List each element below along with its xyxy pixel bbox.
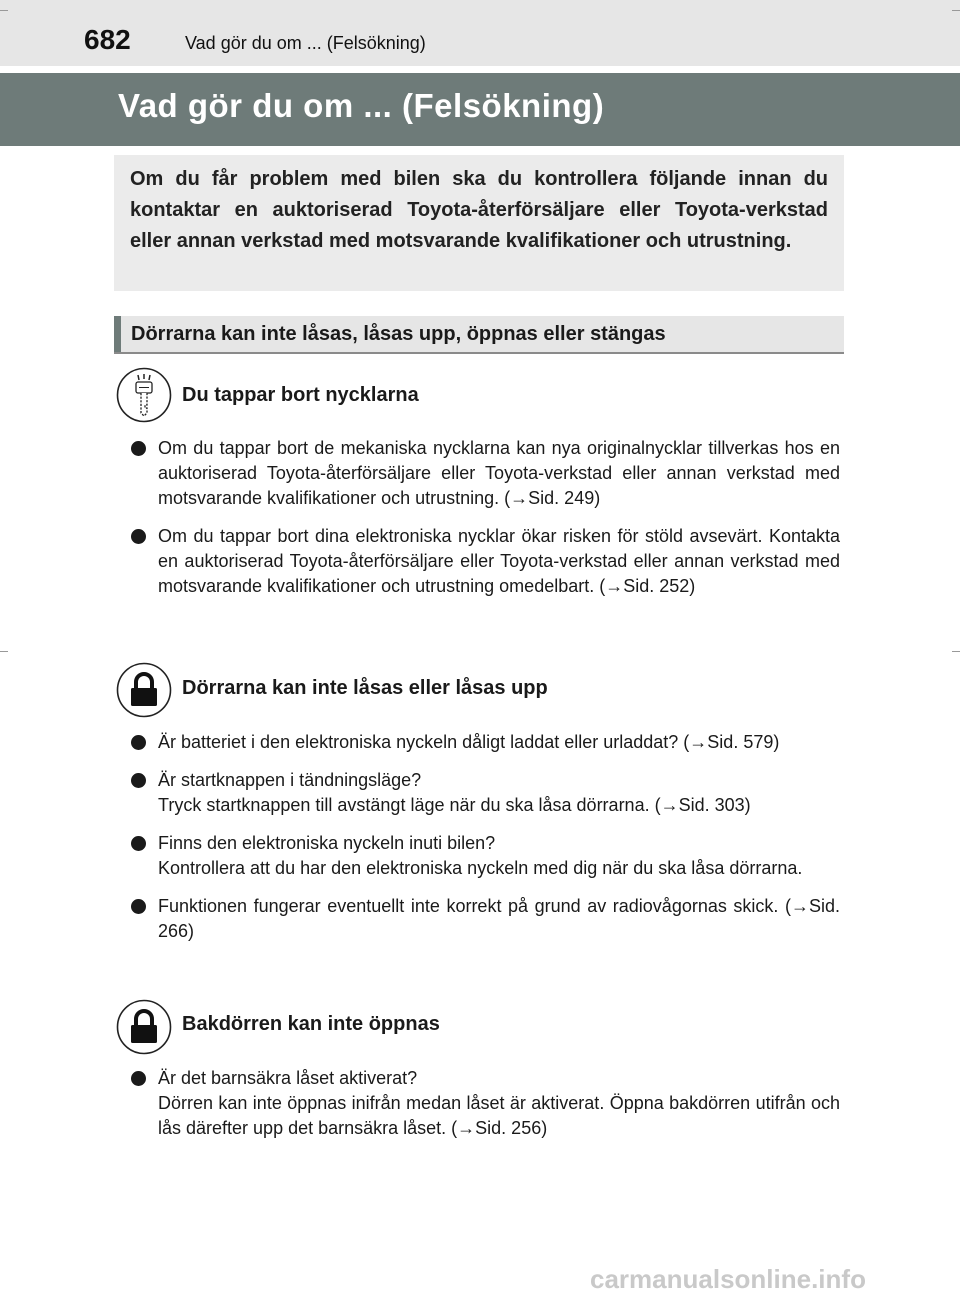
list-item-question: Finns den elektroniska nyckeln inuti bilen?: [158, 833, 496, 853]
page-title: Vad gör du om ... (Felsökning): [118, 87, 605, 124]
list-item-question: Är det barnsäkra låset aktiverat?: [158, 1068, 418, 1088]
crop-mark: [0, 651, 8, 652]
list-item: [130, 768, 840, 818]
bullet-dot: [131, 836, 146, 851]
padlock-icon: [116, 999, 172, 1055]
list-item-answer: Dörren kan inte öppnas inifrån medan låset är aktiverat. Öppna bakdörren utifrån och lås därefter upp det barnsäkra låset. (→Sid. 256): [158, 1093, 840, 1138]
subsection-title-doors-lock: Dörrarna kan inte låsas eller låsas upp: [182, 677, 548, 699]
intro-text: Om du får problem med bilen ska du kontrollera följande innan du kontaktar en auktoriserad Toyota-återförsäljare eller Toyota-verkstad eller annan verkstad med motsvarande kvalifikationer och utrustning.: [130, 168, 828, 252]
section-heading-label: Dörrarna kan inte låsas, låsas upp, öppnas eller stängas: [131, 323, 666, 345]
section-heading: [114, 316, 844, 354]
intro-box: [114, 155, 844, 291]
list-item-text: Funktionen fungerar eventuellt inte korrekt på grund av radiovågornas skick. (→Sid. 266): [158, 896, 840, 941]
list-item-text: Är batteriet i den elektroniska nyckeln dåligt laddat eller urladdat? (→Sid. 579): [158, 732, 780, 752]
crop-mark: [952, 651, 960, 652]
list-item-question: Är startknappen i tändningsläge?: [158, 770, 422, 790]
watermark: carmanualsonline.info: [590, 1264, 866, 1294]
list-item-answer: Kontrollera att du har den elektroniska nyckeln med dig när du ska låsa dörrarna.: [158, 858, 803, 878]
crop-mark: [952, 10, 960, 11]
bullet-list-doors-lock: [130, 730, 840, 957]
subsection-title-lost-keys: Du tappar bort nycklarna: [182, 384, 419, 406]
list-item: [130, 524, 840, 599]
list-item-text: Om du tappar bort de mekaniska nycklarna kan nya originalnycklar tillverkas hos en auktoriserad Toyota-återförsäljare eller Toyota-verkstad eller annan verkstad med motsvarande kvalifikationer och utrustning. (→Sid. 249): [158, 438, 840, 508]
bullet-list-lost-keys: [130, 436, 840, 612]
list-item-answer: Tryck startknappen till avstängt läge när du ska låsa dörrarna. (→Sid. 303): [158, 795, 751, 815]
bullet-dot: [131, 899, 146, 914]
subsection-title-rear-door: Bakdörren kan inte öppnas: [182, 1013, 440, 1035]
list-item-text: Om du tappar bort dina elektroniska nycklar ökar risken för stöld avsevärt. Kontakta en auktoriserad Toyota-återförsäljare eller Toyota-verkstad eller annan verkstad med motsvarande kvalifikationer och utrustning omedelbart. (→Sid. 252): [158, 526, 840, 596]
list-item: [130, 1066, 840, 1141]
bullet-dot: [131, 441, 146, 456]
padlock-icon: [116, 662, 172, 718]
page-header: [0, 0, 960, 66]
list-item: [130, 894, 840, 944]
crop-mark: [0, 10, 8, 11]
list-item: [130, 730, 840, 755]
bullet-dot: [131, 773, 146, 788]
bullet-dot: [131, 529, 146, 544]
running-head: Vad gör du om ... (Felsökning): [185, 33, 426, 53]
list-item: [130, 436, 840, 511]
bullet-dot: [131, 735, 146, 750]
key-icon: [116, 367, 172, 423]
page-number: 682: [84, 24, 131, 55]
bullet-dot: [131, 1071, 146, 1086]
list-item: [130, 831, 840, 881]
section-heading-bar: [114, 316, 121, 352]
bullet-list-rear-door: [130, 1066, 840, 1154]
